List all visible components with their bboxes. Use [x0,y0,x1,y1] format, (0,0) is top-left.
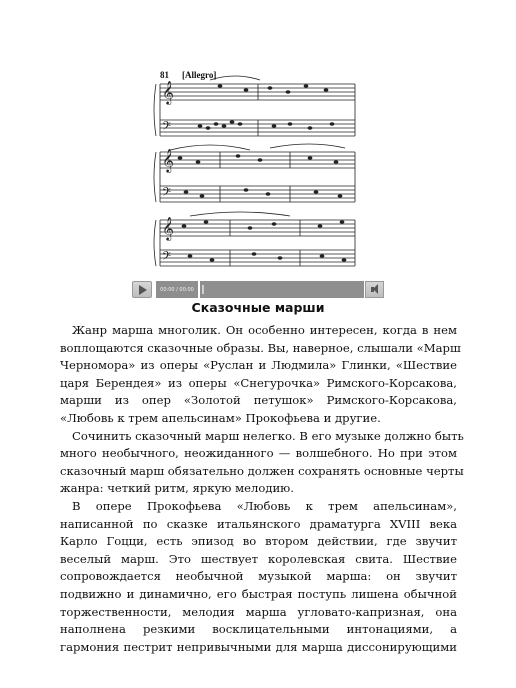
paragraph [60,322,461,428]
music-score [150,66,365,276]
music-score-image [150,66,365,276]
text-line: торжественности, мелодия марша угловато-капризная, она [60,604,457,619]
svg-text:𝄢: 𝄢 [162,186,172,202]
paragraph [60,428,464,498]
time-display: 00:00 / 00:00 [156,281,198,298]
text-line: В опере Прокофьева «Любовь к трем апельсинам», [72,498,457,513]
text-line: написанной по сказке итальянского драматурга XVIII века [60,516,457,531]
text-line: Карло Гоцци, есть эпизод во втором действии, где звучит [60,534,457,549]
text-line: «Любовь к трем апельсинам» Прокофьева и другие. [60,410,381,425]
tempo-marking: [Allegro] [182,70,217,80]
seek-bar[interactable] [200,281,364,298]
svg-text:𝄢: 𝄢 [162,120,172,136]
svg-text:𝄢: 𝄢 [162,250,172,266]
play-icon [139,285,147,295]
volume-button[interactable] [365,281,384,298]
svg-text:𝄞: 𝄞 [162,80,174,104]
volume-icon-cone [373,284,378,294]
text-line: подвижно и динамично, его быстрая поступь лишена обычной [60,586,457,601]
paragraph [60,498,457,656]
text-line: веселый марш. Это шествует королевская свита. Шествие [60,551,457,566]
audio-player [132,281,384,298]
text-line: марши из опер «Золотой петушок» Римского-Корсакова, [60,393,457,408]
measure-number: 81 [160,70,169,80]
article-body [60,322,464,656]
text-line: много необычного, неожиданного — волшебного. Но при этом [60,446,457,461]
play-button[interactable] [132,281,152,298]
text-line: Жанр марша многолик. Он особенно интересен, когда в нем [72,323,457,337]
text-line: Черномора» из оперы «Руслан и Людмила» Глинки, «Шествие [60,358,457,373]
seek-handle[interactable] [202,285,204,294]
svg-text:𝄞: 𝄞 [162,216,174,240]
text-line: царя Берендея» из оперы «Снегурочка» Римского-Корсакова, [60,375,457,390]
svg-text:𝄞: 𝄞 [162,148,174,172]
text-line: наполнена резкими восклицательными интонациями, а [60,622,457,637]
text-line: жанра: четкий ритм, яркую мелодию. [60,481,294,496]
text-line: воплощаются сказочные образы. Вы, наверное, слышали «Марш [60,340,461,355]
text-line: сопровождается необычной музыкой марша: он звучит [60,569,457,584]
text-line: Сочинить сказочный марш нелегко. В его музыке должно быть [72,428,464,443]
text-line: гармония пестрит непривычными для марша диссонирующими [60,639,457,654]
section-title: Сказочные марши [191,300,325,315]
text-line: сказочный марш обязательно должен сохранять основные черты [60,463,464,478]
